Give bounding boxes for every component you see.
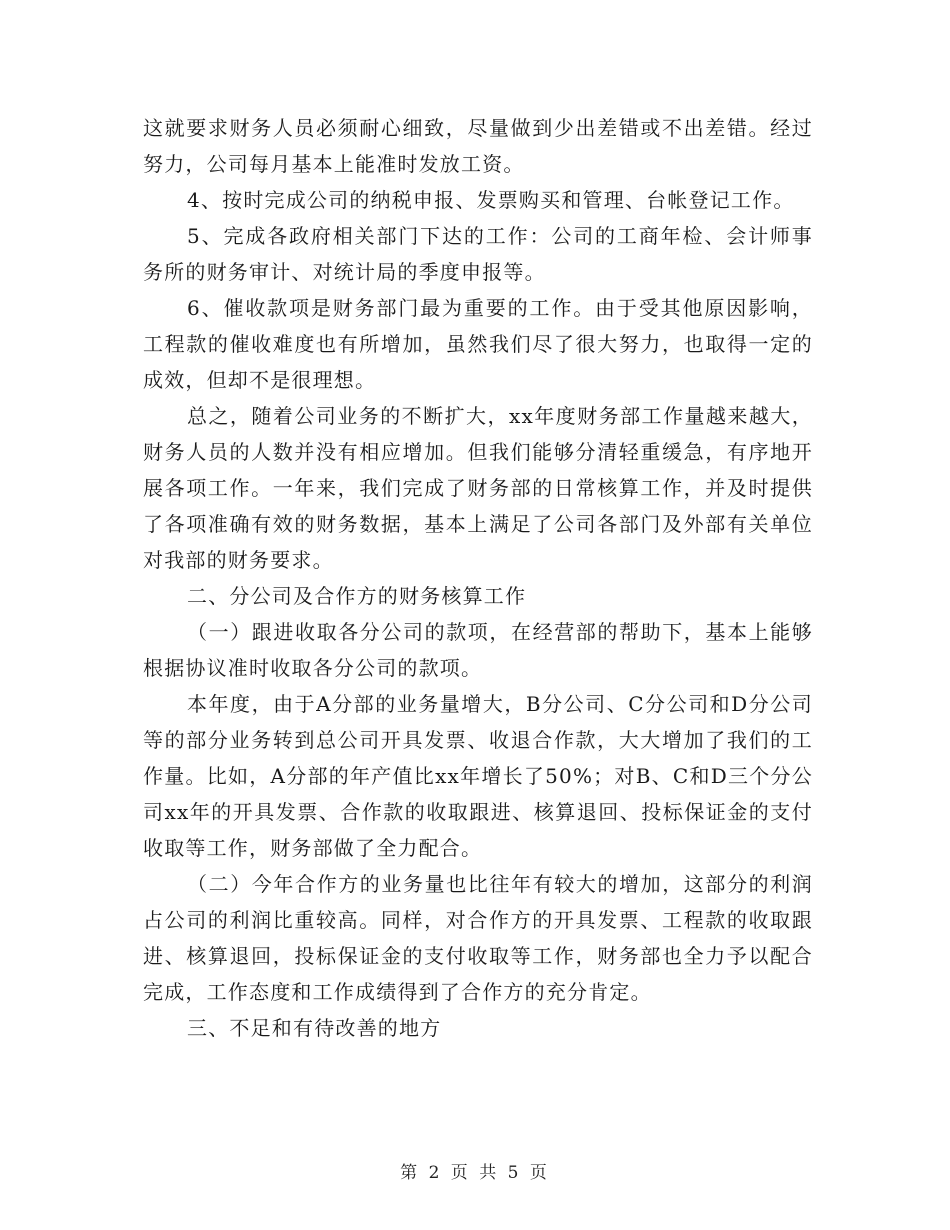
paragraph-summary: 总之，随着公司业务的不断扩大，xx年度财务部工作量越来越大，财务人员的人数并没有相应增加。但我们能够分清轻重缓急，有序地开展各项工作。一年来，我们完成了财务部的日常核算工作，并及时提供了各项准确有效的财务数据，基本上满足了公司各部门及外部有关单位对我部的财务要求。 [143, 404, 813, 572]
paragraph-continuation: 这就要求财务人员必须耐心细致，尽量做到少出差错或不出差错。经过努力，公司每月基本上能准时发放工资。 [143, 116, 813, 176]
section-heading-2: 二、分公司及合作方的财务核算工作 [187, 584, 527, 608]
paragraph-subsection-1: （一）跟进收取各分公司的款项，在经营部的帮助下，基本上能够根据协议准时收取各分公司的款项。 [143, 620, 813, 680]
section-heading-3: 三、不足和有待改善的地方 [187, 1016, 442, 1040]
paragraph-item-6: 6、催收款项是财务部门最为重要的工作。由于受其他原因影响，工程款的催收难度也有所增加，虽然我们尽了很大努力，也取得一定的成效，但却不是很理想。 [143, 296, 813, 392]
page-footer: 第 2 页 共 5 页 [400, 1163, 550, 1183]
paragraph-item-5: 5、完成各政府相关部门下达的工作：公司的工商年检、会计师事务所的财务审计、对统计局的季度申报等。 [143, 224, 813, 284]
paragraph-this-year: 本年度，由于A分部的业务量增大，B分公司、C分公司和D分公司等的部分业务转到总公司开具发票、收退合作款，大大增加了我们的工作量。比如，A分部的年产值比xx年增长了50%；对B、C和D三个分公司xx年的开具发票、合作款的收取跟进、核算退回、投标保证金的支付收取等工作，财务部做了全力配合。 [143, 692, 813, 860]
paragraph-subsection-2: （二）今年合作方的业务量也比往年有较大的增加，这部分的利润占公司的利润比重较高。同样，对合作方的开具发票、工程款的收取跟进、核算退回，投标保证金的支付收取等工作，财务部也全力予以配合完成，工作态度和工作成绩得到了合作方的充分肯定。 [143, 872, 813, 1004]
paragraph-item-4: 4、按时完成公司的纳税申报、发票购买和管理、台帐登记工作。 [187, 188, 795, 212]
